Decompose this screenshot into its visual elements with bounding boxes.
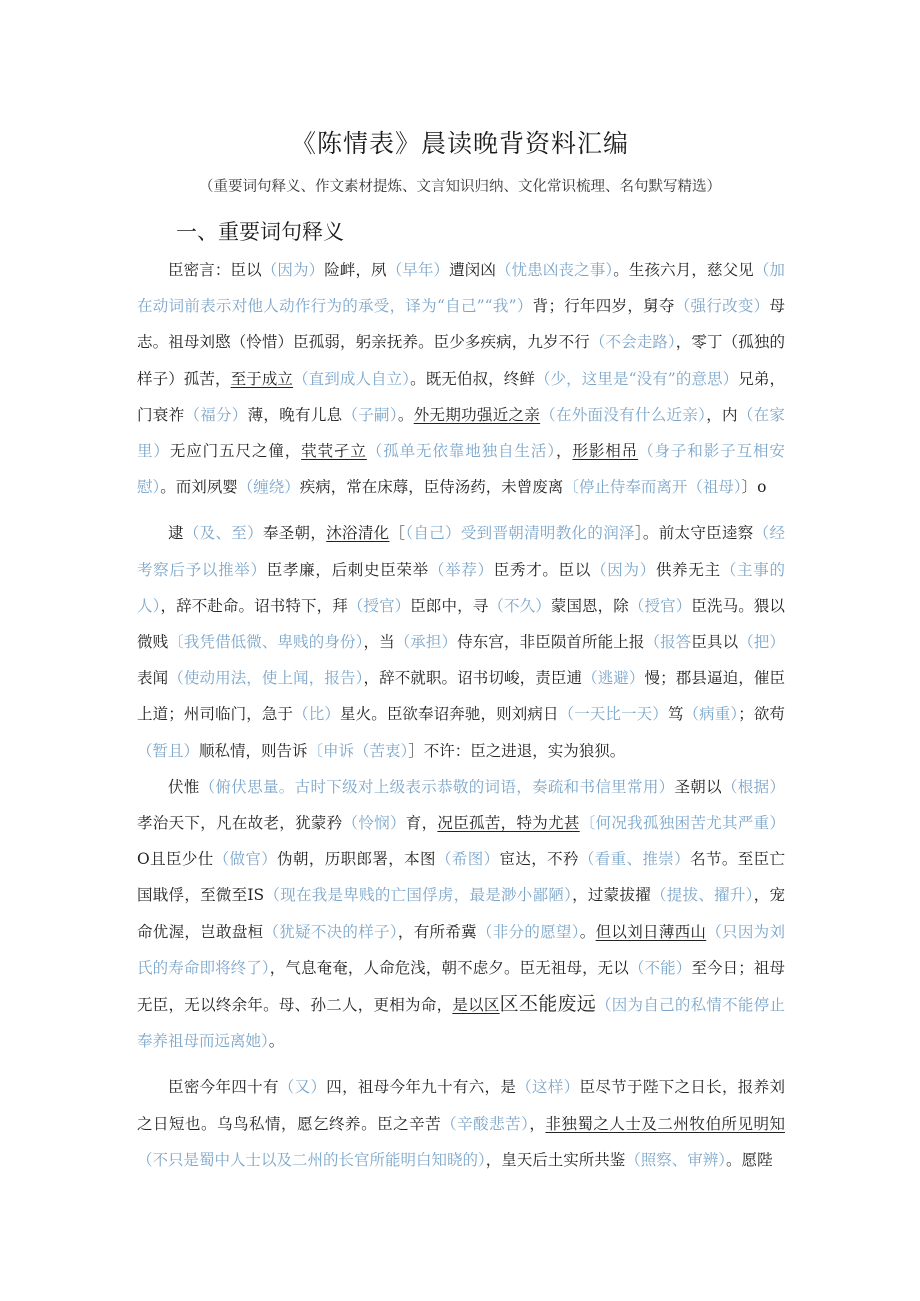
annotation-text: （把） bbox=[738, 633, 785, 652]
body-text: 伏惟 bbox=[168, 777, 200, 796]
body-text: 逮 bbox=[168, 524, 184, 543]
body-text: ， bbox=[529, 1114, 546, 1133]
annotation-text: （报答 bbox=[644, 633, 692, 652]
annotation-text: （举荐） bbox=[428, 560, 494, 579]
body-text: ，辞不就职。诏书切峻，责臣逋 bbox=[363, 669, 583, 688]
body-text: 兄弟，门衰祚 bbox=[137, 369, 785, 424]
annotation-text: （现在我是卑贱的亡国俘虏，最是渺小鄙陋） bbox=[264, 886, 573, 905]
annotation-text: （照察、审辨） bbox=[625, 1150, 727, 1169]
body-text: 臣具以 bbox=[691, 633, 739, 652]
annotation-text: （病重） bbox=[683, 705, 739, 724]
annotation-text: （主事的人） bbox=[137, 560, 785, 615]
body-text: O且臣少仕 bbox=[137, 850, 214, 869]
body-text: 伪朝，历职郎署，本图 bbox=[277, 850, 436, 869]
body-text: ；欲苟 bbox=[738, 705, 785, 724]
body-text: ，气息奄奄，人命危浅，朝不虑夕。臣无祖母，无以 bbox=[269, 958, 629, 977]
underlined-phrase: 茕茕孑立 bbox=[301, 442, 367, 461]
body-text: 表闻 bbox=[137, 669, 169, 688]
body-text: ，有所希冀 bbox=[397, 922, 477, 941]
body-text: 宦达，不矜 bbox=[499, 850, 579, 869]
annotation-text: 〔停止侍奉而离开（祖母） bbox=[563, 478, 742, 497]
body-text: 疾病，常在床蓐，臣侍汤药，未曾废离 bbox=[299, 478, 564, 497]
body-text: ， bbox=[556, 442, 573, 461]
body-text: 至今日；祖母无臣，无以终余年。母、孙二人，更相为命， bbox=[137, 958, 785, 1015]
annotation-text: （少，这里是“没有”的意思） bbox=[534, 369, 739, 388]
body-text: 。而刘夙婴 bbox=[160, 478, 238, 497]
annotation-text: （希图） bbox=[435, 850, 500, 869]
annotation-text: （一天比一天） bbox=[558, 705, 668, 724]
paragraph-2 bbox=[137, 515, 785, 768]
body-text: 孝治天下，凡在故老，犹蒙矜 bbox=[137, 814, 343, 833]
body-text: 。愿陛 bbox=[726, 1150, 773, 1169]
annotation-text: 〔何况我孤独困苦尤其严重） bbox=[579, 814, 785, 833]
body-text: 。 bbox=[579, 922, 596, 941]
body-text: 无应门五尺之僮， bbox=[169, 442, 302, 461]
annotation-text: （及、至） bbox=[183, 524, 263, 543]
annotation-text: （孤单无依靠地独自生活） bbox=[366, 442, 557, 461]
body-text: 。生孩六月，慈父见 bbox=[613, 261, 754, 279]
annotation-text: （早年） bbox=[386, 261, 450, 279]
annotation-text: （不只是蜀中人士以及二州的长官所能明白知晓的） bbox=[137, 1150, 486, 1169]
annotation-text: （辛酸悲苦） bbox=[441, 1114, 530, 1133]
body-text: 蒙国恩，除 bbox=[550, 596, 629, 615]
section-heading: 一、重要词句释义 bbox=[176, 220, 344, 244]
body-text: 慢；郡县逼迫，催臣上道；州司临门，急于 bbox=[137, 669, 785, 724]
underlined-phrase: 外无期功强近之亲 bbox=[413, 405, 541, 424]
annotation-text: （缠绕） bbox=[237, 478, 300, 497]
annotation-text: （不会走路） bbox=[589, 333, 676, 352]
annotation-text: （犹疑不决的样子） bbox=[263, 922, 398, 941]
body-text: 臣尽节于陛下之日长，报养刘之日短也。乌鸟私情，愿乞终养。臣之辛苦 bbox=[137, 1078, 785, 1133]
body-text: 。 bbox=[268, 1032, 285, 1051]
body-text: 臣密今年四十有 bbox=[168, 1078, 279, 1097]
body-text: 顺私情，则告诉 bbox=[199, 741, 308, 760]
underlined-phrase: 非独蜀之人士及二州牧伯所见明知 bbox=[545, 1114, 785, 1133]
body-text: 臣洗马。猥以微贱 bbox=[137, 596, 785, 652]
body-text: 四，祖母今年九十有六，是 bbox=[326, 1078, 517, 1097]
annotation-text: （只因为刘氏的寿命即将终了） bbox=[137, 922, 785, 977]
annotation-text: （在外面没有什么近亲） bbox=[540, 405, 707, 424]
body-text: 臣密言：臣以 bbox=[168, 261, 262, 279]
body-text: ］不许：臣之进退，实为狼狈。 bbox=[408, 741, 626, 760]
annotation-text: （使动用法，使上闻，报告） bbox=[168, 669, 364, 688]
annotation-text: （授官） bbox=[628, 596, 692, 615]
annotation-text: （经考察后予以推举） bbox=[137, 524, 785, 579]
page-subtitle: （重要词句释义、作文素材提炼、文言知识归纳、文化常识梳理、名句默写精选） bbox=[199, 179, 721, 195]
body-text: 薄，晚有儿息 bbox=[247, 405, 343, 424]
annotation-text: （加在动词前表示对他人动作行为的承受，译为“自己”“我”） bbox=[137, 261, 785, 316]
annotation-text: （做官） bbox=[213, 850, 278, 869]
annotation-text: （怜悯） bbox=[342, 814, 406, 833]
body-text: 〕o bbox=[741, 478, 767, 497]
body-text: 笃 bbox=[667, 705, 684, 724]
underlined-phrase: 沐浴清化 bbox=[326, 524, 390, 543]
underlined-phrase: 形影相吊 bbox=[572, 442, 639, 461]
body-text: ，过蒙拔擢 bbox=[572, 886, 652, 905]
body-text: 奉圣朝， bbox=[262, 524, 327, 543]
annotation-text: （承担） bbox=[394, 633, 458, 652]
annotation-text: （俯伏思量。古时下级对上级表示恭敬的词语，奏疏和书信里常用） bbox=[199, 777, 675, 796]
body-text: 圣朝以 bbox=[674, 777, 722, 796]
body-text: ，辞不赴命。诏书特下，拜 bbox=[160, 596, 348, 615]
annotation-text: （根据） bbox=[721, 777, 785, 796]
annotation-text: （逃避） bbox=[582, 669, 645, 688]
annotation-text: （身子和影子互相安慰） bbox=[137, 442, 785, 497]
annotation-text: （在家里） bbox=[137, 405, 785, 461]
paragraph-3 bbox=[137, 769, 785, 1060]
annotation-text: （强行改变） bbox=[674, 297, 770, 316]
annotation-text: 〔申诉（苦衷） bbox=[307, 741, 409, 760]
annotation-text: （看重、推崇） bbox=[578, 850, 691, 869]
annotation-text: （非分的愿望） bbox=[476, 922, 580, 941]
document-body bbox=[137, 252, 785, 1178]
annotation-text: （暂且） bbox=[137, 741, 200, 760]
body-text: 供养无主 bbox=[655, 560, 721, 579]
body-text: 遭闵凶 bbox=[449, 261, 497, 279]
paragraph-1 bbox=[137, 252, 785, 505]
annotation-text: （授官） bbox=[347, 596, 411, 615]
body-text: 臣郎中，寻 bbox=[410, 596, 489, 615]
underlined-phrase: 是以区 bbox=[452, 996, 500, 1015]
annotation-text: （因为自己的私情不能停止奉养祖母而远离她） bbox=[137, 996, 785, 1051]
body-text: ，内 bbox=[706, 405, 738, 424]
body-text: ，宠命优渥，岂敢盘桓 bbox=[137, 886, 785, 941]
paragraph-4 bbox=[137, 1069, 785, 1178]
annotation-text: （比） bbox=[293, 705, 340, 724]
body-text: 背；行年四岁，舅夺 bbox=[532, 297, 675, 316]
body-text: ，当 bbox=[363, 633, 395, 652]
body-text: ］。前太守臣逵察 bbox=[634, 524, 754, 543]
annotation-text: （不能） bbox=[628, 958, 692, 977]
body-text: 星火。臣欲奉诏奔驰，则刘病日 bbox=[339, 705, 559, 724]
annotation-text: （自己）受到晋朝清明教化的润泽 bbox=[405, 524, 635, 543]
annotation-text: （忧患凶丧之事） bbox=[496, 261, 614, 279]
body-text: 险衅，夙 bbox=[324, 261, 387, 279]
body-text: ［ bbox=[389, 524, 406, 543]
annotation-text: （不久） bbox=[488, 596, 551, 615]
body-text: 侍东宫，非臣陨首所能上报 bbox=[457, 633, 645, 652]
annotation-text: 〔我凭借低微、卑贱的身份） bbox=[168, 633, 364, 652]
annotation-text: （直到成人自立） bbox=[293, 369, 411, 388]
annotation-text: （因为） bbox=[591, 560, 656, 579]
underlined-phrase: 至于成立 bbox=[230, 369, 294, 388]
annotation-text: （福分） bbox=[184, 405, 248, 424]
underlined-phrase: 但以刘日薄西山 bbox=[595, 922, 707, 941]
body-text: ，零丁（孤独的样子）孤苦， bbox=[137, 333, 785, 388]
body-text: ，皇天后土实所共鉴 bbox=[485, 1150, 626, 1169]
underlined-phrase: 况臣孤苦，特为尤甚 bbox=[437, 814, 580, 833]
annotation-text: （提拔、擢升） bbox=[651, 886, 754, 905]
annotation-text: （又） bbox=[278, 1078, 327, 1097]
body-text: 。既无伯叔，终鲜 bbox=[410, 369, 535, 388]
body-text: 臣秀才。臣以 bbox=[493, 560, 592, 579]
annotation-text: （这样） bbox=[516, 1078, 580, 1097]
body-text: 区丕能废远 bbox=[499, 993, 597, 1016]
annotation-text: （因为） bbox=[261, 261, 325, 279]
body-text: 育， bbox=[405, 814, 438, 833]
body-text: 。 bbox=[397, 405, 414, 424]
page-title: 《陈情表》晨读晚背资料汇编 bbox=[290, 129, 629, 158]
annotation-text: （子嗣） bbox=[342, 405, 398, 424]
body-text: 名节。至臣亡国戢俘，至微至IS bbox=[137, 850, 785, 905]
body-text: 母志。祖母刘愍（怜惜）臣孤弱，躬亲抚养。臣少多疾病，九岁不行 bbox=[137, 297, 785, 352]
body-text: 臣孝廉，后刺史臣荣举 bbox=[266, 560, 429, 579]
